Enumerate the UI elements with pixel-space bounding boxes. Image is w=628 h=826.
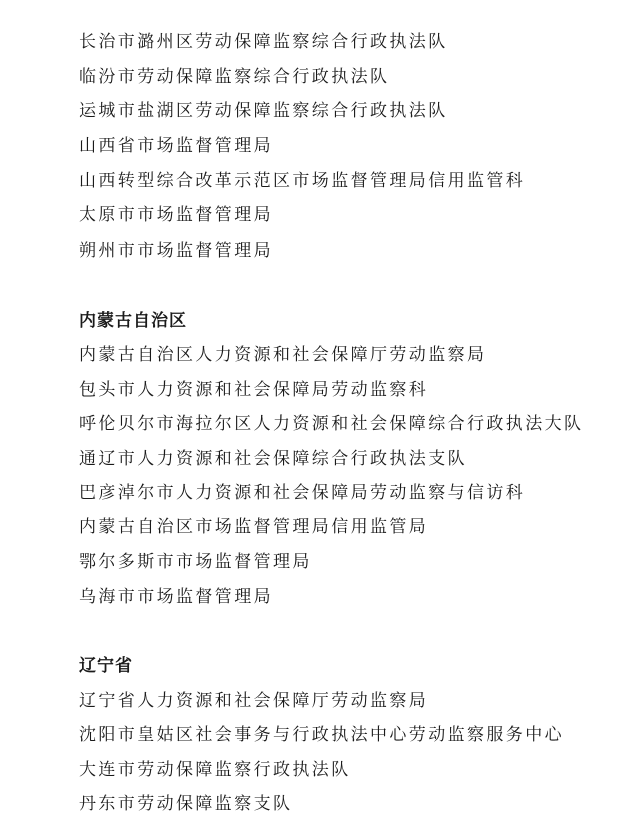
section-heading-inner-mongolia: 内蒙古自治区 <box>79 311 187 331</box>
list-item: 山西转型综合改革示范区市场监督管理局信用监管科 <box>79 171 526 191</box>
list-item: 内蒙古自治区人力资源和社会保障厅劳动监察局 <box>79 345 487 365</box>
list-item: 沈阳市皇姑区社会事务与行政执法中心劳动监察服务中心 <box>79 725 564 745</box>
list-item: 朔州市市场监督管理局 <box>79 241 273 261</box>
list-item: 大连市劳动保障监察行政执法队 <box>79 760 351 780</box>
list-item: 临汾市劳动保障监察综合行政执法队 <box>79 67 390 87</box>
list-item: 丹东市劳动保障监察支队 <box>79 794 293 814</box>
list-item: 内蒙古自治区市场监督管理局信用监管局 <box>79 517 429 537</box>
list-item: 山西省市场监督管理局 <box>79 136 273 156</box>
list-item: 辽宁省人力资源和社会保障厅劳动监察局 <box>79 691 429 711</box>
section-heading-liaoning: 辽宁省 <box>79 656 133 676</box>
list-item: 长治市潞州区劳动保障监察综合行政执法队 <box>79 32 448 52</box>
list-item: 呼伦贝尔市海拉尔区人力资源和社会保障综合行政执法大队 <box>79 414 584 434</box>
list-item: 乌海市市场监督管理局 <box>79 587 273 607</box>
list-item: 巴彦淖尔市人力资源和社会保障局劳动监察与信访科 <box>79 483 526 503</box>
list-item: 太原市市场监督管理局 <box>79 205 273 225</box>
list-item: 鄂尔多斯市市场监督管理局 <box>79 552 312 572</box>
list-item: 包头市人力资源和社会保障局劳动监察科 <box>79 380 429 400</box>
list-item: 通辽市人力资源和社会保障综合行政执法支队 <box>79 449 467 469</box>
list-item: 运城市盐湖区劳动保障监察综合行政执法队 <box>79 101 448 121</box>
